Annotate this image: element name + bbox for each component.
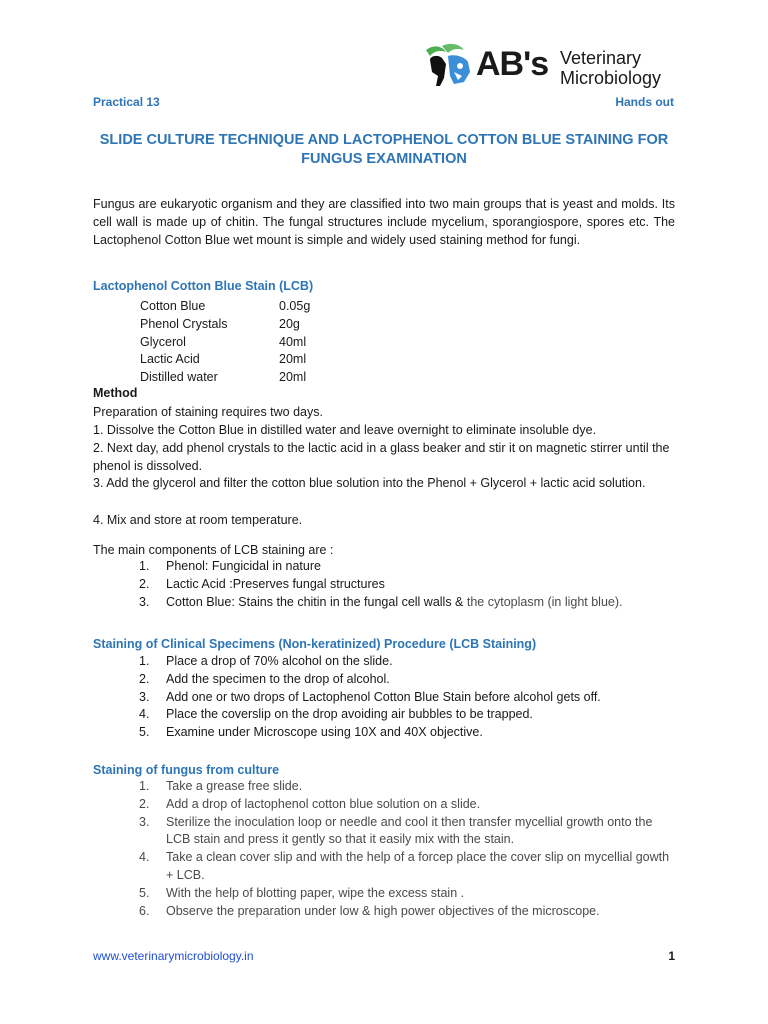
list-number: 1.: [139, 779, 150, 793]
list-number: 5.: [139, 725, 150, 740]
components-intro: The main components of LCB staining are :: [93, 543, 334, 557]
ingredient-name: Glycerol: [140, 335, 186, 349]
ingredient-row: [140, 297, 440, 315]
list-number: 2.: [139, 671, 150, 686]
method-heading: Method: [93, 386, 138, 400]
list-item: [139, 903, 679, 921]
animals-logo-icon: [420, 42, 476, 90]
page-number: 1: [668, 949, 675, 963]
list-text: Phenol: Fungicidal in nature: [166, 559, 321, 573]
list-item: [139, 814, 679, 850]
list-item: [139, 706, 679, 724]
list-number: 4.: [139, 707, 150, 722]
clinical-list: [139, 653, 679, 742]
lcb-heading: Lactophenol Cotton Blue Stain (LCB): [93, 279, 314, 293]
list-text: Observe the preparation under low & high power objectives of the microscope.: [166, 903, 600, 918]
components-list: [139, 558, 659, 611]
list-item: [139, 653, 679, 671]
logo-brand-text: AB's: [476, 45, 549, 83]
ingredient-name: Cotton Blue: [140, 299, 206, 313]
list-number: 2.: [139, 576, 150, 591]
ingredient-amount: 20g: [279, 317, 300, 331]
logo-line-1: Veterinary: [560, 48, 642, 68]
list-text: Add a drop of lactophenol cotton blue solution on a slide.: [166, 796, 481, 811]
list-item: [139, 689, 679, 707]
list-text: Place a drop of 70% alcohol on the slide.: [166, 654, 393, 668]
list-item: [139, 796, 679, 814]
list-number: 6.: [139, 903, 150, 918]
list-number: 3.: [139, 814, 150, 829]
website-link[interactable]: www.veterinarymicrobiology.in: [93, 949, 254, 963]
method-line: 1. Dissolve the Cotton Blue in distilled water and leave overnight to eliminate insoluble dye.: [93, 423, 597, 437]
list-item: [139, 885, 679, 903]
practical-number: Practical 13: [93, 95, 160, 109]
ingredient-amount: 20ml: [279, 370, 307, 384]
ingredient-row: [140, 333, 440, 351]
ingredient-amount: 40ml: [279, 335, 307, 349]
document-title: SLIDE CULTURE TECHNIQUE AND LACTOPHENOL COTTON BLUE STAINING FOR FUNGUS EXAMINATION: [99, 132, 669, 167]
list-item: [139, 576, 659, 594]
method-line: 2. Next day, add phenol crystals to the lactic acid in a glass beaker and stir it on magnetic stirrer until the phenol is dissolved.: [93, 441, 670, 473]
logo-line-2: Microbiology: [560, 68, 662, 88]
list-text: Take a clean cover slip and with the help of a forcep place the cover slip on mycellial gowth + LCB.: [166, 850, 670, 882]
brand-logo: [420, 38, 682, 94]
list-text: Examine under Microscope using 10X and 40X objective.: [166, 725, 483, 740]
handout-label: Hands out: [615, 95, 674, 109]
list-item: [139, 778, 679, 796]
ingredient-row: [140, 315, 440, 333]
ingredient-row: [140, 350, 440, 368]
list-item: [139, 671, 679, 689]
list-text: Place the coverslip on the drop avoiding air bubbles to be trapped.: [166, 707, 533, 722]
list-text: Take a grease free slide.: [166, 779, 303, 793]
ingredient-name: Distilled water: [140, 370, 218, 384]
list-text: Add the specimen to the drop of alcohol.: [166, 671, 390, 686]
ingredient-name: Phenol Crystals: [140, 317, 228, 331]
clinical-heading: Staining of Clinical Specimens (Non-keratinized) Procedure (LCB Staining): [93, 637, 537, 651]
list-number: 3.: [139, 689, 150, 704]
culture-list: [139, 778, 679, 920]
list-number: 4.: [139, 850, 150, 865]
method-line: 4. Mix and store at room temperature.: [93, 513, 303, 527]
culture-heading: Staining of fungus from culture: [93, 763, 280, 777]
list-number: 2.: [139, 796, 150, 811]
ingredient-row: [140, 368, 440, 386]
list-item: [139, 849, 679, 885]
list-item: [139, 594, 659, 612]
method-line: Preparation of staining requires two days.: [93, 405, 323, 419]
list-number: 1.: [139, 559, 150, 573]
list-number: 3.: [139, 594, 150, 609]
list-item: [139, 558, 659, 576]
intro-paragraph: Fungus are eukaryotic organism and they are classified into two main groups that is yeast and molds. Its cell wall is made up of chitin. The fungal structures include mycelium, sporangiospore, spores etc. The Lactophenol Cotton Blue wet mount is simple and widely used staining method for fungi.: [93, 197, 675, 247]
ingredient-name: Lactic Acid: [140, 352, 200, 366]
method-line: 3. Add the glycerol and filter the cotton blue solution into the Phenol + Glycerol + lactic acid solution.: [93, 476, 646, 490]
list-text-grey: the cytoplasm (in light blue).: [466, 594, 623, 609]
list-number: 5.: [139, 885, 150, 900]
list-item: [139, 724, 679, 742]
list-number: 1.: [139, 654, 150, 668]
list-text: With the help of blotting paper, wipe the excess stain .: [166, 885, 465, 900]
list-text: Sterilize the inoculation loop or needle and cool it then transfer mycellial growth onto the LCB stain and press it gently so that it easily mix with the stain.: [166, 814, 653, 847]
list-text: Add one or two drops of Lactophenol Cotton Blue Stain before alcohol gets off.: [166, 689, 601, 704]
ingredient-amount: 0.05g: [279, 299, 311, 313]
list-text: Lactic Acid :Preserves fungal structures: [166, 576, 385, 591]
list-text: Cotton Blue: Stains the chitin in the fungal cell walls &: [166, 594, 467, 609]
ingredient-amount: 20ml: [279, 352, 307, 366]
